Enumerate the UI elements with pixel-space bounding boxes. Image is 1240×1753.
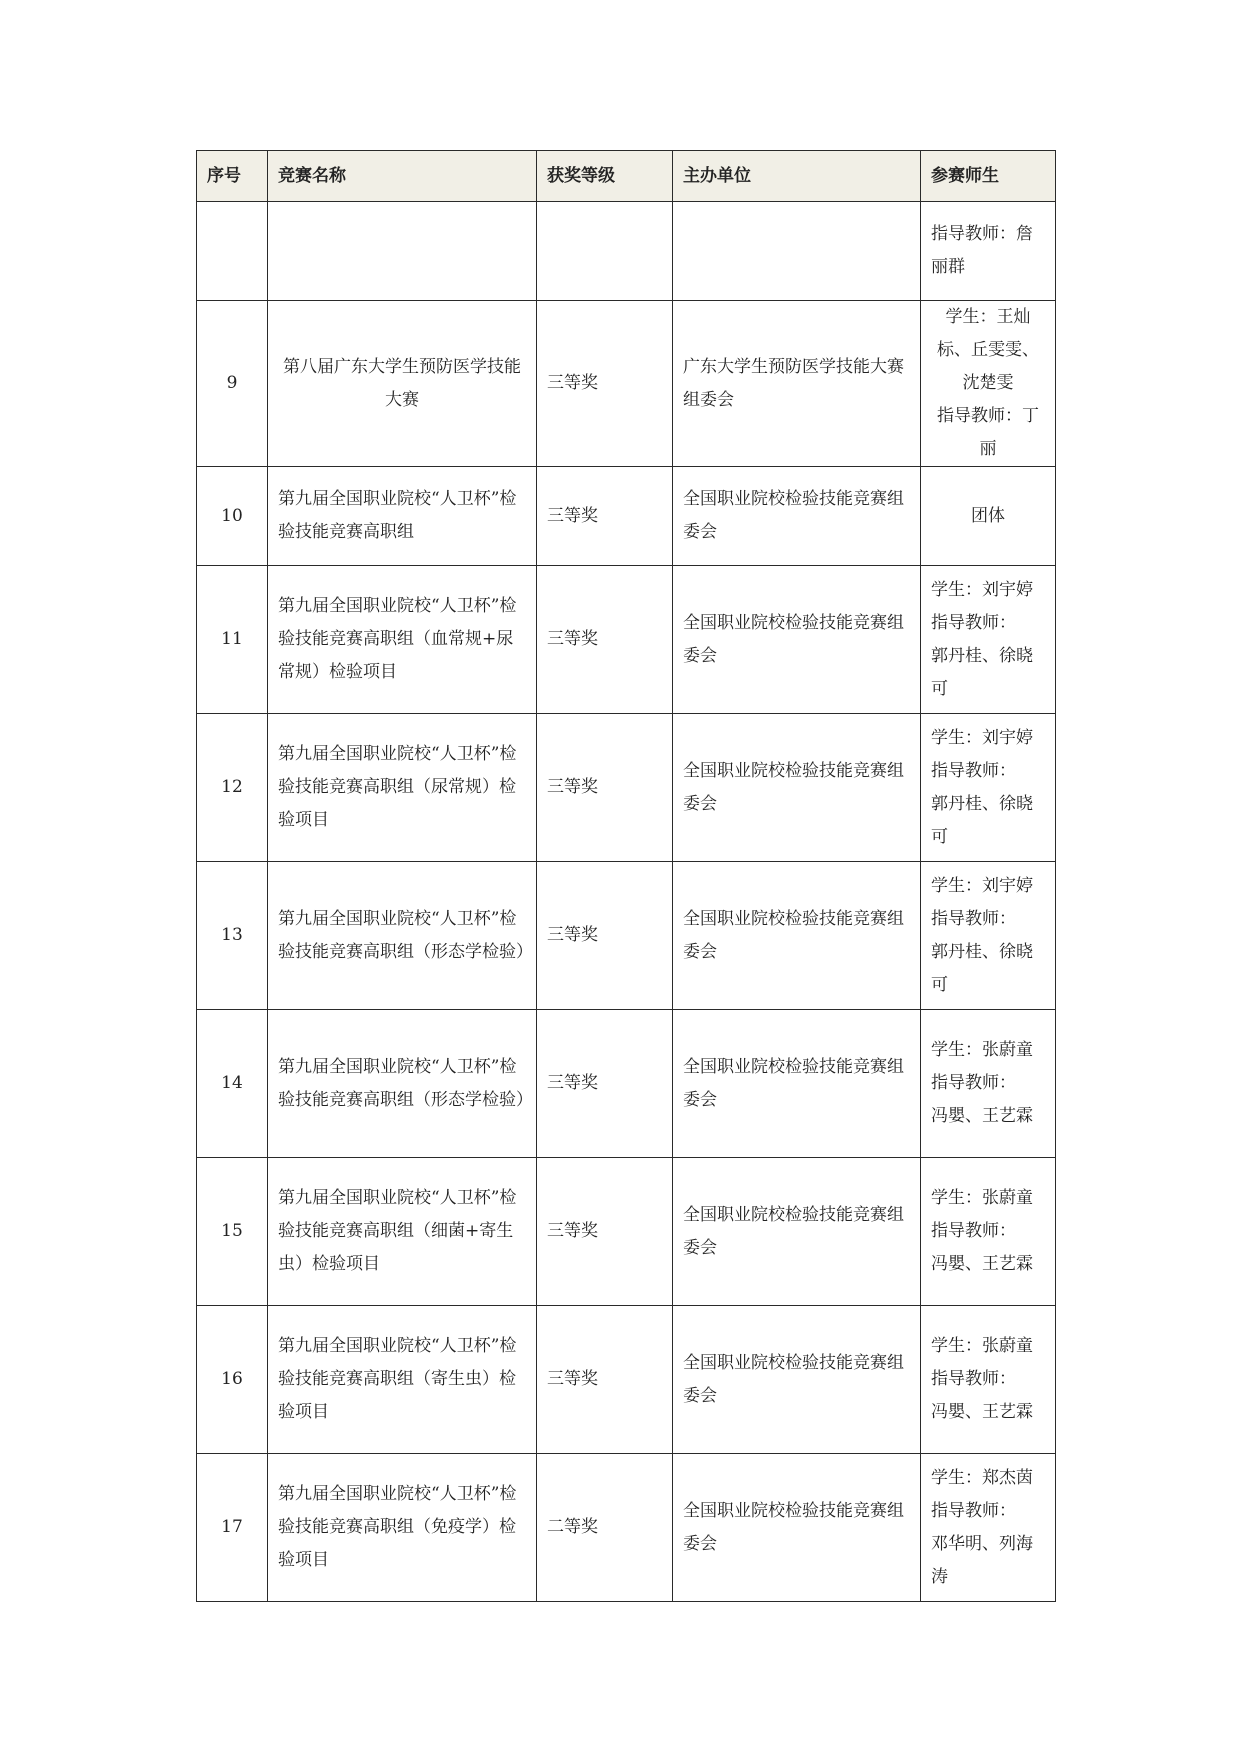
participants-line: 学生：张蔚童	[931, 1188, 1033, 1208]
cell-competition-name: 第九届全国职业院校“人卫杯”检验技能竞赛高职组（免疫学）检验项目	[268, 1454, 537, 1602]
participants-line: 指导教师：	[931, 1369, 1016, 1389]
table-row	[197, 1454, 1056, 1602]
header-participants: 参赛师生	[921, 151, 1056, 202]
cell-competition-name: 第九届全国职业院校“人卫杯”检验技能竞赛高职组	[268, 467, 537, 566]
cell-award-level: 三等奖	[537, 862, 673, 1010]
participants-line: 指导教师：	[931, 612, 1016, 633]
cell-no: 10	[197, 467, 268, 566]
participants-line: 指导教师：詹	[931, 224, 1033, 244]
cell-competition-name: 第九届全国职业院校“人卫杯”检验技能竞赛高职组（尿常规）检验项目	[268, 714, 537, 862]
participants-line: 学生：刘宇婷	[931, 579, 1033, 600]
participants-line: 可	[931, 974, 948, 995]
cell-organizer	[673, 202, 921, 301]
cell-participants	[921, 1158, 1056, 1306]
participants-line: 学生：刘宇婷	[931, 875, 1033, 896]
participants-line: 涛	[931, 1566, 948, 1587]
cell-no: 12	[197, 714, 268, 862]
cell-award-level: 三等奖	[537, 714, 673, 862]
participants-line: 邓华明、列海	[931, 1533, 1033, 1554]
table-row	[197, 1306, 1056, 1454]
table-row	[197, 714, 1056, 862]
participants-line: 丽	[979, 439, 997, 459]
cell-participants	[921, 714, 1056, 862]
participants-line: 指导教师：	[931, 1221, 1016, 1241]
participants-line: 冯嬰、王艺霖	[931, 1254, 1033, 1274]
participants-line: 冯嬰、王艺霖	[931, 1402, 1033, 1422]
participants-line: 丽群	[931, 257, 965, 277]
cell-competition-name: 第九届全国职业院校“人卫杯”检验技能竞赛高职组（形态学检验）	[268, 1010, 537, 1158]
cell-award-level: 三等奖	[537, 1010, 673, 1158]
cell-competition-name: 第九届全国职业院校“人卫杯”检验技能竞赛高职组（细菌+寄生虫）检验项目	[268, 1158, 537, 1306]
participants-line: 学生：王灿	[945, 307, 1031, 327]
cell-organizer: 全国职业院校检验技能竞赛组委会	[673, 467, 921, 566]
participants-line: 指导教师：	[931, 908, 1016, 929]
table-row	[197, 1010, 1056, 1158]
participants-line: 郭丹桂、徐晓	[931, 941, 1033, 962]
table-row	[197, 202, 1056, 301]
table-header-row	[197, 151, 1056, 202]
cell-award-level: 三等奖	[537, 566, 673, 714]
participants-line: 团体	[971, 505, 1005, 526]
header-competition-name: 竞赛名称	[268, 151, 537, 202]
cell-award-level	[537, 202, 673, 301]
participants-line: 可	[931, 678, 948, 699]
cell-organizer: 全国职业院校检验技能竞赛组委会	[673, 1010, 921, 1158]
table-row	[197, 301, 1056, 467]
participants-line: 沈楚雯	[962, 373, 1014, 393]
participants-line: 冯嬰、王艺霖	[931, 1106, 1033, 1126]
cell-organizer: 广东大学生预防医学技能大赛组委会	[673, 301, 921, 467]
cell-award-level: 三等奖	[537, 1158, 673, 1306]
cell-organizer: 全国职业院校检验技能竞赛组委会	[673, 1158, 921, 1306]
cell-award-level: 三等奖	[537, 467, 673, 566]
header-award-level: 获奖等级	[537, 151, 673, 202]
cell-no: 14	[197, 1010, 268, 1158]
cell-participants	[921, 1010, 1056, 1158]
cell-participants	[921, 1454, 1056, 1602]
cell-competition-name: 第九届全国职业院校“人卫杯”检验技能竞赛高职组（寄生虫）检验项目	[268, 1306, 537, 1454]
cell-no: 15	[197, 1158, 268, 1306]
cell-no: 16	[197, 1306, 268, 1454]
cell-organizer: 全国职业院校检验技能竞赛组委会	[673, 1454, 921, 1602]
cell-no: 9	[197, 301, 268, 467]
cell-no	[197, 202, 268, 301]
participants-line: 学生：张蔚童	[931, 1336, 1033, 1356]
cell-competition-name	[268, 202, 537, 301]
table-row	[197, 566, 1056, 714]
cell-no: 11	[197, 566, 268, 714]
participants-line: 郭丹桂、徐晓	[931, 793, 1033, 814]
cell-no: 17	[197, 1454, 268, 1602]
cell-participants	[921, 566, 1056, 714]
cell-competition-name: 第八届广东大学生预防医学技能大赛	[268, 301, 537, 467]
cell-organizer: 全国职业院校检验技能竞赛组委会	[673, 566, 921, 714]
table-row	[197, 862, 1056, 1010]
cell-participants	[921, 862, 1056, 1010]
table-row	[197, 467, 1056, 566]
cell-award-level: 三等奖	[537, 301, 673, 467]
cell-participants	[921, 301, 1056, 467]
participants-line: 指导教师：	[931, 760, 1016, 781]
cell-competition-name: 第九届全国职业院校“人卫杯”检验技能竞赛高职组（形态学检验）	[268, 862, 537, 1010]
cell-organizer: 全国职业院校检验技能竞赛组委会	[673, 1306, 921, 1454]
awards-table	[196, 150, 1056, 1602]
participants-line: 指导教师：丁	[937, 406, 1039, 426]
participants-line: 学生：张蔚童	[931, 1040, 1033, 1060]
participants-line: 郭丹桂、徐晓	[931, 645, 1033, 666]
table-row	[197, 1158, 1056, 1306]
participants-line: 标、丘雯雯、	[937, 340, 1039, 360]
participants-line: 指导教师：	[931, 1500, 1016, 1521]
participants-line: 指导教师：	[931, 1073, 1016, 1093]
cell-award-level: 二等奖	[537, 1454, 673, 1602]
cell-participants	[921, 467, 1056, 566]
cell-competition-name: 第九届全国职业院校“人卫杯”检验技能竞赛高职组（血常规+尿常规）检验项目	[268, 566, 537, 714]
cell-organizer: 全国职业院校检验技能竞赛组委会	[673, 862, 921, 1010]
cell-organizer: 全国职业院校检验技能竞赛组委会	[673, 714, 921, 862]
participants-line: 可	[931, 826, 948, 847]
header-organizer: 主办单位	[673, 151, 921, 202]
cell-participants	[921, 202, 1056, 301]
cell-award-level: 三等奖	[537, 1306, 673, 1454]
participants-line: 学生：刘宇婷	[931, 727, 1033, 748]
participants-line: 学生：郑杰茵	[931, 1467, 1033, 1488]
cell-no: 13	[197, 862, 268, 1010]
cell-participants	[921, 1306, 1056, 1454]
header-no: 序号	[197, 151, 268, 202]
